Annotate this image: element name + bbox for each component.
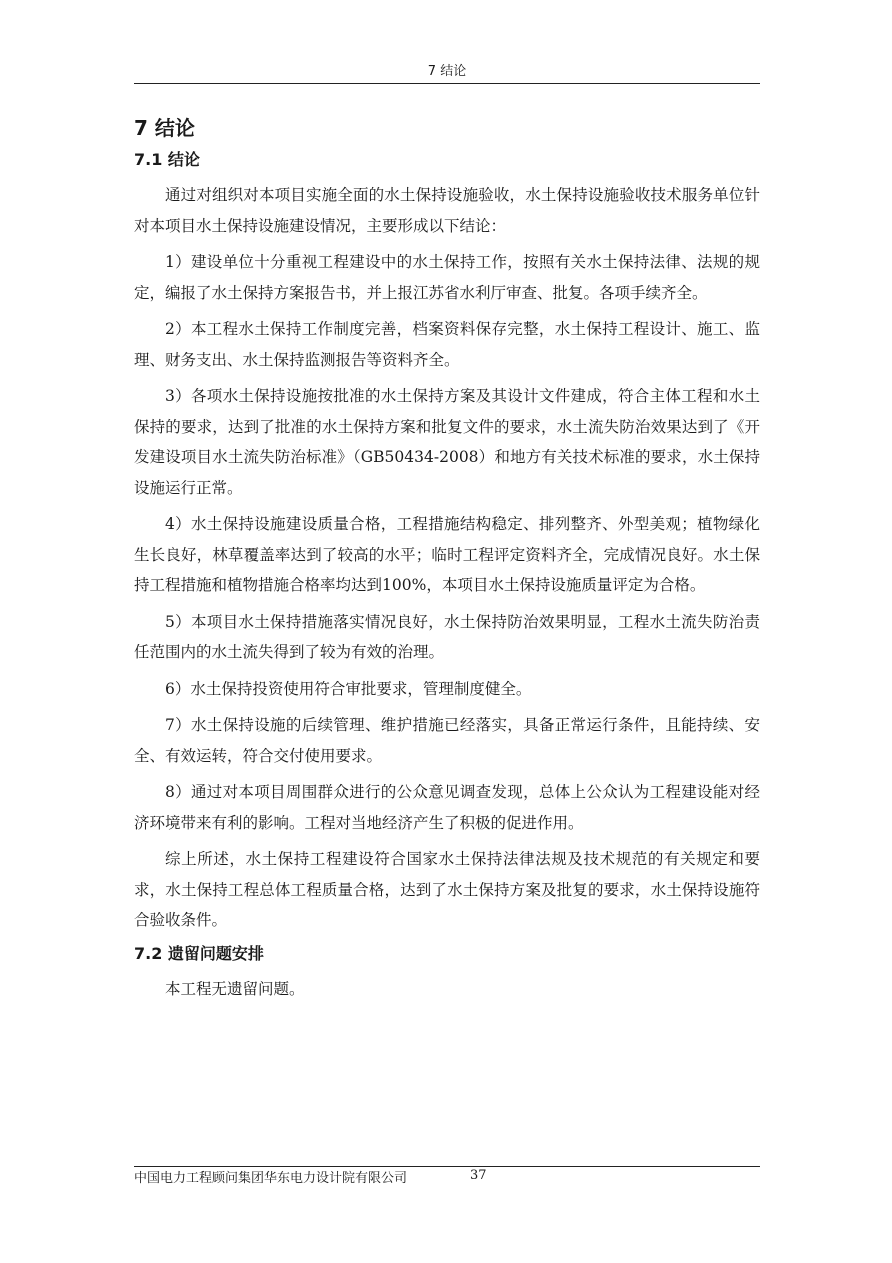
header-rule bbox=[134, 83, 760, 84]
chapter-title: 7 结论 bbox=[134, 116, 195, 140]
page-number: 37 bbox=[470, 1168, 487, 1183]
conclusion-item-2: 2）本工程水土保持工作制度完善，档案资料保存完整，水土保持工程设计、施工、监理、财务支出、水土保持监测报告等资料齐全。 bbox=[134, 320, 760, 369]
footer-organization: 中国电力工程顾问集团华东电力设计院有限公司 bbox=[134, 1171, 408, 1186]
running-header: 7 结论 bbox=[427, 64, 467, 79]
section-heading-7-1: 7.1 结论 bbox=[134, 150, 200, 169]
conclusion-item-8: 8）通过对本项目周围群众进行的公众意见调查发现，总体上公众认为工程建设能对经济环境带来有利的影响。工程对当地经济产生了积极的促进作用。 bbox=[134, 783, 760, 832]
conclusion-item-6: 6）水土保持投资使用符合审批要求，管理制度健全。 bbox=[165, 679, 532, 698]
conclusion-item-4: 4）水土保持设施建设质量合格，工程措施结构稳定、排列整齐、外型美观；植物绿化生长良好，林草覆盖率达到了较高的水平；临时工程评定资料齐全，完成情况良好。水土保持工程措施和植物措施合格率均达到100%，本项目水土保持设施质量评定为合格。 bbox=[134, 515, 760, 594]
conclusion-item-3: 3）各项水土保持设施按批准的水土保持方案及其设计文件建成，符合主体工程和水土保持的要求，达到了批准的水土保持方案和批复文件的要求，水土流失防治效果达到了《开发建设项目水土流失防治标准》（GB50434-2008）和地方有关技术标准的要求，水土保持设施运行正常。 bbox=[134, 387, 760, 497]
conclusion-item-5: 5）本项目水土保持措施落实情况良好，水土保持防治效果明显，工程水土流失防治责任范围内的水土流失得到了较为有效的治理。 bbox=[134, 612, 760, 661]
summary-paragraph: 综上所述，水土保持工程建设符合国家水土保持法律法规及技术规范的有关规定和要求，水土保持工程总体工程质量合格，达到了水土保持方案及批复的要求，水土保持设施符合验收条件。 bbox=[134, 850, 760, 929]
footer-rule bbox=[134, 1166, 760, 1167]
intro-paragraph: 通过对组织对本项目实施全面的水土保持设施验收，水土保持设施验收技术服务单位针对本项目水土保持设施建设情况，主要形成以下结论： bbox=[134, 186, 760, 235]
conclusion-item-7: 7）水土保持设施的后续管理、维护措施已经落实，具备正常运行条件，且能持续、安全、有效运转，符合交付使用要求。 bbox=[134, 716, 760, 765]
section-heading-7-2: 7.2 遗留问题安排 bbox=[134, 943, 264, 963]
page-body bbox=[134, 110, 760, 1010]
conclusion-item-1: 1）建设单位十分重视工程建设中的水土保持工作，按照有关水土保持法律、法规的规定，编报了水土保持方案报告书，并上报江苏省水利厅审查、批复。各项手续齐全。 bbox=[134, 253, 760, 302]
remaining-issues-paragraph: 本工程无遗留问题。 bbox=[165, 979, 305, 998]
